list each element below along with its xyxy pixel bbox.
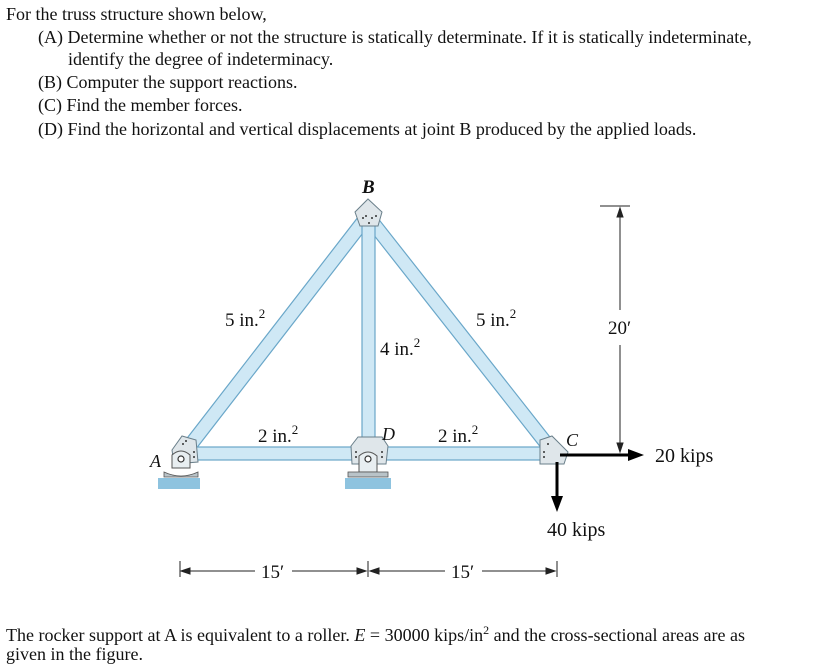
plate-C bbox=[540, 436, 568, 464]
joint-label-A: A bbox=[150, 451, 161, 471]
area-label-AD: 2 in.$^2$ bbox=[258, 422, 299, 447]
pin-D bbox=[365, 456, 371, 462]
pin-A bbox=[178, 456, 184, 462]
part-d: (D) Find the horizontal and vertical displacements at joint B produced by the applied loads. bbox=[38, 119, 697, 139]
dimension-label-AD: 15′ bbox=[261, 562, 285, 583]
ground-A bbox=[158, 478, 200, 489]
area-label-BD: 4 in.$^2$ bbox=[380, 335, 421, 360]
truss-members bbox=[180, 212, 560, 460]
load-label-horizontal: 20 kips bbox=[655, 445, 714, 467]
area-label-AB: 5 in.$^2$ bbox=[225, 306, 266, 331]
ground-D bbox=[345, 478, 391, 489]
rocker-A-base bbox=[164, 472, 198, 477]
load-horizontal-arrowhead bbox=[628, 449, 644, 461]
part-a-line1: (A) Determine whether or not the structure is statically determinate. If it is statically indeterminate, bbox=[38, 27, 752, 47]
member-BC bbox=[362, 212, 557, 454]
problem-intro: For the truss structure shown below, bbox=[6, 4, 267, 24]
load-vertical-arrowhead bbox=[551, 496, 563, 512]
pin-D-base bbox=[348, 472, 388, 477]
footer-line1: The rocker support at A is equivalent to a roller. E = 30000 kips/$in^2$ and the cross-sectional areas are as bbox=[6, 623, 745, 645]
member-BD bbox=[362, 218, 375, 448]
footer-line2: given in the figure. bbox=[6, 644, 143, 664]
dimension-label-DC: 15′ bbox=[451, 562, 475, 583]
dimension-label-height: 20′ bbox=[608, 318, 632, 339]
part-a-line2: identify the degree of indeterminacy. bbox=[68, 49, 334, 69]
load-label-vertical: 40 kips bbox=[547, 519, 606, 541]
joint-label-D: D bbox=[382, 424, 395, 444]
part-c: (C) Find the member forces. bbox=[38, 95, 243, 115]
member-AB bbox=[181, 212, 373, 454]
joint-label-B: B bbox=[362, 177, 375, 198]
joint-label-C: C bbox=[566, 430, 579, 450]
area-label-BC: 5 in.$^2$ bbox=[476, 306, 517, 331]
area-label-DC: 2 in.$^2$ bbox=[438, 422, 479, 447]
part-b: (B) Computer the support reactions. bbox=[38, 72, 298, 92]
plate-B bbox=[355, 199, 382, 226]
